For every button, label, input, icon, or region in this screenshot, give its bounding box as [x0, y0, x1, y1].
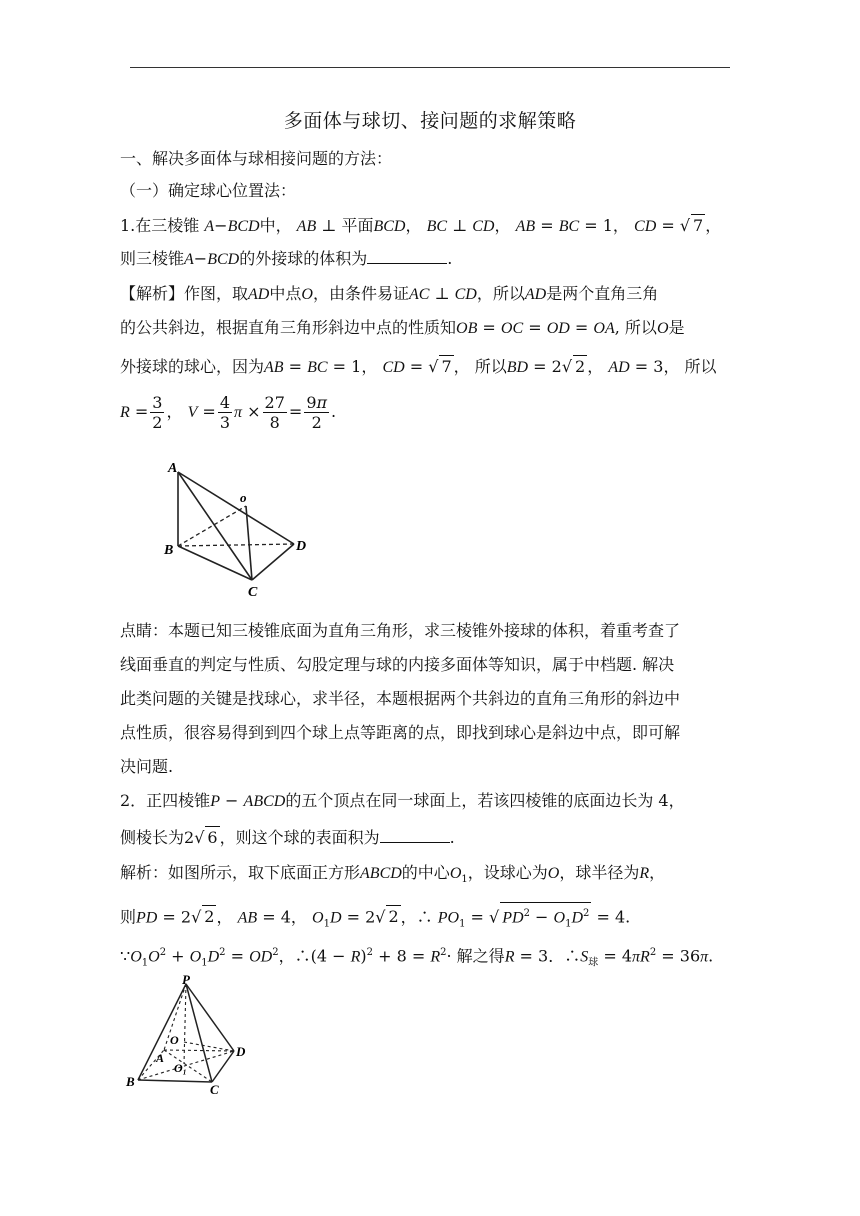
solution-1-line-2: 的公共斜边，根据直角三角形斜边中点的性质知OB = OC = OD = OA, 所以O是 — [120, 318, 685, 337]
question-2-line-1: 2．正四棱锥P − ABCD的五个顶点在同一球面上，若该四棱锥的底面边长为 4， — [120, 791, 685, 810]
solution-2-line-1: 解析：如图所示，取下底面正方形ABCD的中心$O_1$，设球心为O，球半径为R， — [120, 863, 666, 886]
question-1-line-2: 则三棱锥A−BCD的外接球的体积为 . — [120, 249, 453, 268]
label-D: D — [296, 539, 307, 554]
answer-blank-2[interactable] — [380, 828, 450, 843]
comment-line-4: 点性质，很容易得到到四个球上点等距离的点，即找到球心是斜边中点，即可解 — [120, 723, 681, 742]
solution-2-line-2: 则PD = 2√ 2 ， AB = 4， $O_1D = 2√$ 2 ，∴ $PO_1$ = √ $PD^2 - O_1D^2 = 4$. — [120, 902, 740, 936]
comment-line-2: 线面垂直的判定与性质、勾股定理与球的内接多面体等知识，属于中档题. 解决 — [120, 655, 675, 674]
section-heading: 一、解决多面体与球相接问题的方法： — [120, 149, 393, 168]
comment-line-5: 决问题. — [120, 757, 174, 776]
label-P: P — [182, 974, 190, 987]
answer-blank-1[interactable] — [367, 249, 447, 264]
label-C: C — [248, 585, 258, 598]
page-title: 多面体与球切、接问题的求解策略 — [283, 110, 577, 132]
solution-1-line-4: R = $\frac{3}{2}$ ， V = $\frac{4}{3}$ π × $\frac{27}{8}$ = $\frac{9\pi}{2}$ . — [120, 393, 337, 432]
label-C: C — [210, 1082, 219, 1096]
solution-1-line-3: 外接球的球心，因为AB = BC = 1， CD = √ 7 ， 所以BD = 2√ 2 ， AD = 3， 所以 — [120, 357, 717, 376]
subsection-heading: （一）确定球心位置法： — [120, 181, 297, 200]
label-B: B — [164, 543, 174, 558]
question-2-line-2: 侧棱长为2√ 6 ，则这个球的表面积为 . — [120, 828, 455, 847]
comment-line-3: 此类问题的关键是找球心，求半径，本题根据两个共斜边的直角三角形的斜边中 — [120, 689, 681, 708]
solution-2-line-3: $\because O_1O^2 + O_1D^2 = OD^2$，∴(4 − $R)^2 + 8 = R^2\cdot$ 解之得R = 3．$\therefore S_球 = 4\pi R^2 = 36\pi$. — [120, 946, 714, 969]
question-1-line-1: 1.在三棱锥 A−BCD中， AB ⊥ 平面BCD， BC ⊥ CD， AB = BC = 1， CD = √ 7 ， — [120, 216, 722, 235]
label-O1: O₁ — [174, 1061, 187, 1075]
pyramid-figure — [124, 974, 254, 1096]
header-rule — [130, 67, 730, 68]
label-D: D — [236, 1044, 246, 1059]
label-B: B — [126, 1074, 135, 1089]
label-O: o — [240, 490, 247, 505]
comment-line-1: 点睛：本题已知三棱锥底面为直角三角形，求三棱锥外接球的体积，着重考查了 — [120, 621, 681, 640]
label-A: A — [168, 461, 178, 476]
label-O: O — [170, 1033, 179, 1047]
label-A: A — [156, 1051, 165, 1065]
solution-1-line-1: 【解析】作图，取AD中点O，由条件易证AC ⊥ CD，所以AD是两个直角三角 — [120, 284, 659, 303]
tetrahedron-figure — [160, 458, 310, 598]
